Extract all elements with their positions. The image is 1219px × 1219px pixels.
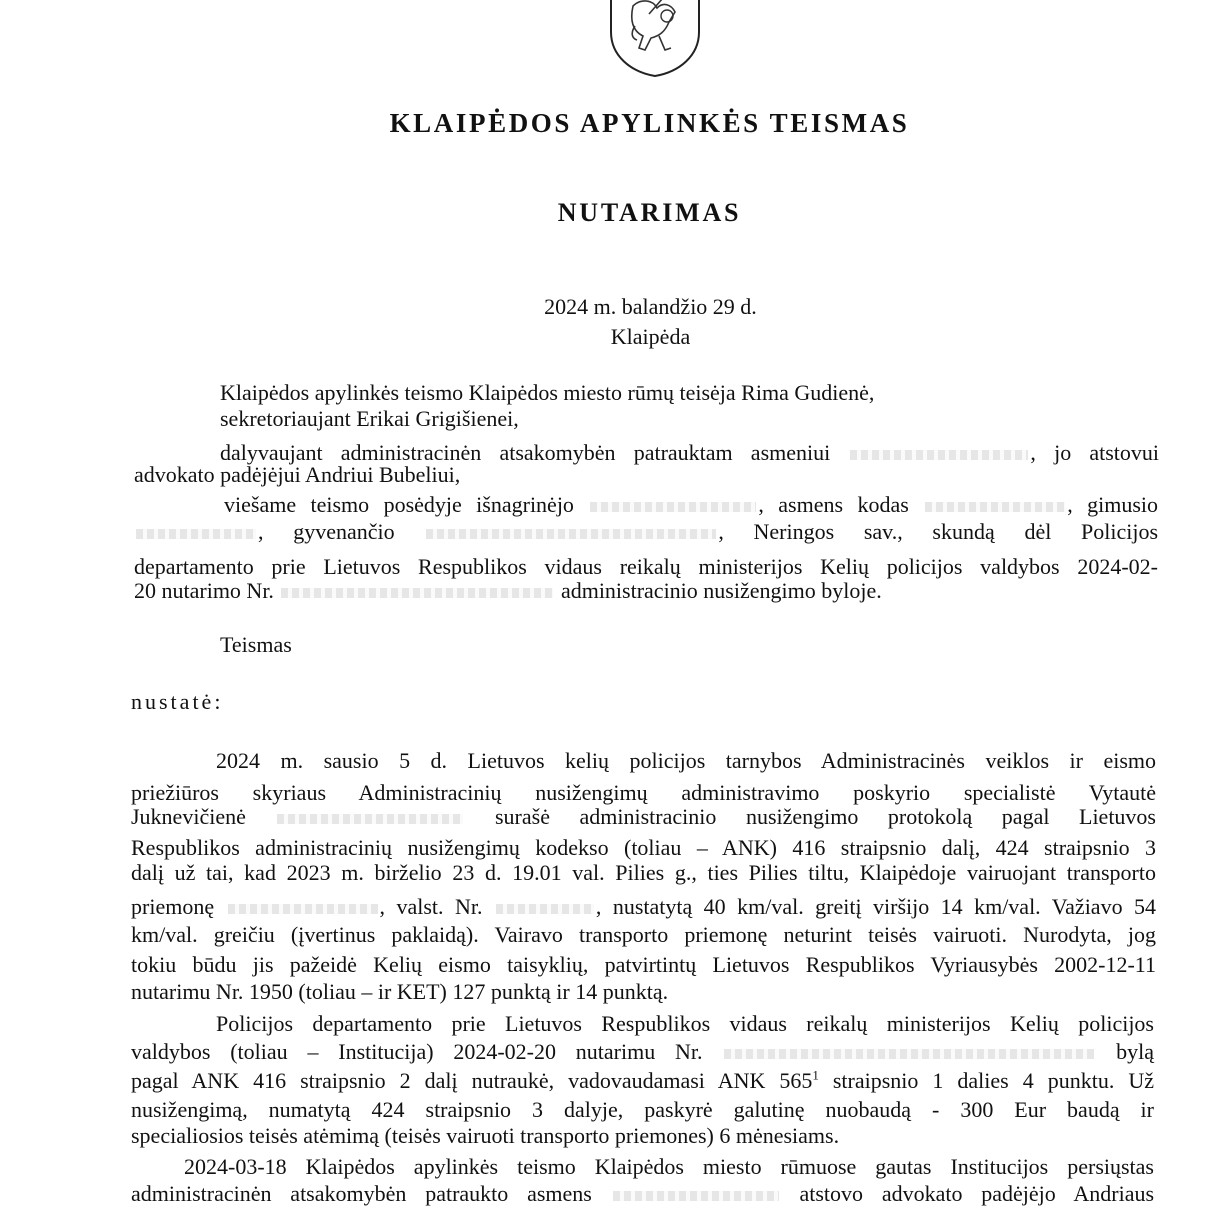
para1-line-6: priemonę , valst. Nr. , nustatytą 40 km/val. greitį viršijo 14 km/val. Važiavo 54 <box>131 894 1157 919</box>
document-date: 2024 m. balandžio 29 d. <box>544 294 757 319</box>
intro-address-line: , gyvenančio , Neringos sav., skundą dėl Policijos <box>134 519 1158 545</box>
para2-line-3: pagal ANK 416 straipsnio 2 dalį nutraukė, vadovaudamasi ANK $565^1$ straipsnio 1 dalies 4 punktu. Už <box>131 1067 1154 1093</box>
para1-line-3: Juknevičienė surašė administracinio nusižengimo protokolą pagal Lietuvos <box>131 804 1156 829</box>
para1-line-7: km/val. greičiu (įvertinus paklaidą). Vairavo transporto priemonę neturint teisės vairuoti. Nurodyta, jog <box>131 922 1156 947</box>
para2-line-2: valdybos (toliau – Institucija) 2024-02-20 nutarimu Nr. bylą <box>131 1039 1154 1064</box>
intro-department-line: departamento prie Lietuvos Respublikos vidaus reikalų ministerijos Kelių policijos valdybos 2024-02- <box>134 554 1158 579</box>
intro-resolution-line: 20 nutarimo Nr. administracinio nusižengimo byloje. <box>134 578 882 603</box>
para3-line-2: administracinėn atsakomybėn patraukto asmens atstovo advokato padėjėjo Andriaus <box>131 1181 1155 1206</box>
intro-judge-line: Klaipėdos apylinkės teismo Klaipėdos miesto rūmų teisėja Rima Gudienė, <box>220 380 875 405</box>
para1-line-1: 2024 m. sausio 5 d. Lietuvos kelių policijos tarnybos Administracinės veiklos ir eismo <box>216 748 1156 773</box>
court-name: KLAIPĖDOS APYLINKĖS TEISMAS <box>389 108 910 138</box>
established-label: nustatė: <box>131 689 224 714</box>
court-label: Teismas <box>220 632 292 657</box>
para1-line-2: priežiūros skyriaus Administracinių nusižengimų administravimo poskyrio specialistė Vytautė <box>131 780 1156 805</box>
intro-secretary-line: sekretoriaujant Erikai Grigišienei, <box>220 406 519 431</box>
intro-participant-line: dalyvaujant administracinėn atsakomybėn patrauktam asmeniui , jo atstovui <box>220 440 1160 465</box>
para2-line-5: specialiosios teisės atėmimą (teisės vairuoti transporto priemones) 6 mėnesiams. <box>131 1123 840 1148</box>
intro-hearing-line: viešame teismo posėdyje išnagrinėjo , asmens kodas , gimusio <box>224 492 1159 517</box>
para2-line-1: Policijos departamento prie Lietuvos Respublikos vidaus reikalų ministerijos Kelių policijos <box>216 1011 1154 1036</box>
para3-line-1: 2024-03-18 Klaipėdos apylinkės teismo Klaipėdos miesto rūmuose gautas Institucijos persiųstas <box>184 1154 1154 1179</box>
para1-line-8: tokiu būdu jis pažeidė Kelių eismo taisyklių, patvirtintų Lietuvos Respublikos Vyriausybės 2002-12-11 <box>131 952 1156 977</box>
para1-line-4: Respublikos administracinių nusižengimų kodekso (toliau – ANK) 416 straipsnio dalį, 424 straipsnio 3 <box>131 835 1156 860</box>
para1-line-9: nutarimu Nr. 1950 (toliau – ir KET) 127 punktą ir 14 punktą. <box>131 979 669 1004</box>
document-type-title: NUTARIMAS <box>557 198 742 227</box>
para1-line-5: dalį už tai, kad 2023 m. birželio 23 d. 19.01 val. Pilies g., ties Pilies tiltu, Klaipėdoje vairuojant transporto <box>131 860 1156 885</box>
intro-representative-line: advokato padėjėjui Andriui Bubeliui, <box>134 462 461 487</box>
document-place: Klaipėda <box>610 324 691 349</box>
coat-of-arms-icon <box>605 0 705 78</box>
para2-line-4: nusižengimą, numatytą 424 straipsnio 3 dalyje, paskyrė galutinę nuobaudą - 300 Eur baudą ir <box>131 1097 1154 1122</box>
